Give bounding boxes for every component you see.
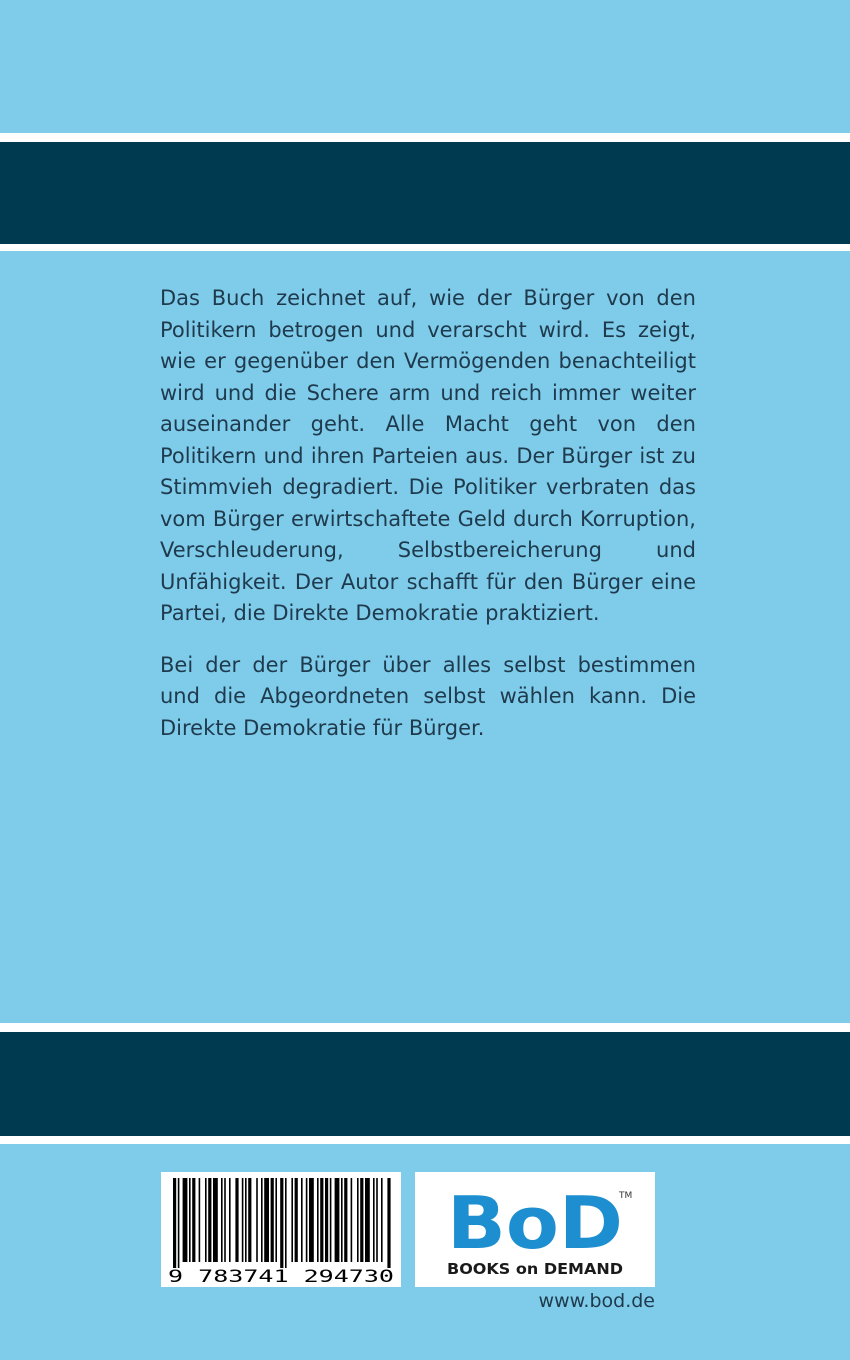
barcode-bar: [208, 1178, 211, 1262]
barcode-bar: [189, 1178, 191, 1262]
barcode-bar: [229, 1178, 231, 1262]
top-white-stripe: [0, 133, 850, 142]
barcode-bar: [183, 1178, 188, 1262]
barcode-bar: [335, 1178, 340, 1262]
barcode-bar: [306, 1178, 308, 1262]
blurb-paragraph-1: Das Buch zeichnet auf, wie der Bürger von den Politikern betrogen und verarscht wird. Es zeigt, wie er gegenüber den Vermögenden benachteiligt wird und die Schere arm und reich immer weiter auseinander geht. Alle Macht geht von den Politikern und ihren Parteien aus. Der Bürger ist zu Stimmvieh degradiert. Die Politiker verbraten das vom Bürger erwirtschaftete Geld durch Korruption, Verschleuderung, Selbstbereicherung und Unfähigkeit. Der Autor schafft für den Bürger eine Partei, die Direkte Demokratie praktiziert.: [160, 286, 696, 625]
barcode-bar: [317, 1178, 319, 1262]
barcode-bars: [161, 1172, 401, 1287]
barcode-bar: [271, 1178, 274, 1262]
bottom-white-stripe-lower: [0, 1136, 850, 1144]
barcode-bar: [344, 1178, 347, 1262]
barcode-bar: [213, 1178, 218, 1262]
barcode-bar: [330, 1178, 332, 1262]
top-dark-band: [0, 142, 850, 244]
barcode-bar: [365, 1178, 370, 1262]
barcode-bar: [285, 1178, 287, 1268]
bod-trademark: TM: [619, 1191, 633, 1201]
blurb-paragraph-2: Bei der der Bürger über alles selbst bestimmen und die Abgeordneten selbst wählen kann. Die Direkte Demokratie für Bürger.: [160, 652, 696, 740]
barcode-bar: [376, 1178, 378, 1262]
barcode-digits: 9 783741 294730: [168, 1267, 394, 1287]
bod-logo-text: BoD: [447, 1181, 623, 1265]
barcode-bar: [245, 1178, 247, 1262]
barcode-bar: [387, 1178, 390, 1268]
bottom-white-stripe: [0, 1023, 850, 1032]
barcode-bar: [192, 1178, 195, 1262]
barcode-bar: [264, 1178, 269, 1262]
barcode-bar: [242, 1178, 244, 1262]
barcode-bar: [357, 1178, 359, 1262]
barcode-bar: [256, 1178, 258, 1262]
barcode-bar: [373, 1178, 375, 1262]
barcode-bar: [173, 1178, 176, 1268]
top-white-stripe-lower: [0, 244, 850, 251]
barcode-bar: [341, 1178, 343, 1262]
barcode-bar: [221, 1178, 223, 1262]
barcode-bar: [295, 1178, 298, 1262]
barcode-bar: [381, 1178, 383, 1262]
barcode-bar: [224, 1178, 226, 1262]
barcode-bar: [301, 1178, 303, 1262]
barcode-bar: [309, 1178, 314, 1262]
bod-logo-subtitle: BOOKS on DEMAND: [447, 1260, 623, 1278]
barcode-bar: [275, 1178, 277, 1262]
bottom-dark-band: [0, 1032, 850, 1136]
barcode-bar: [235, 1178, 238, 1262]
barcode-bar: [325, 1178, 328, 1262]
barcode-bar: [248, 1178, 251, 1262]
isbn-barcode: [161, 1172, 401, 1287]
barcode-bar: [291, 1178, 293, 1262]
barcode-bar: [205, 1178, 207, 1262]
publisher-url[interactable]: www.bod.de: [538, 1290, 655, 1312]
barcode-bar: [199, 1178, 201, 1262]
barcode-bar: [351, 1178, 353, 1262]
barcode-bar: [261, 1178, 263, 1262]
barcode-bar: [360, 1178, 363, 1262]
bod-logo: [415, 1172, 655, 1287]
barcode-bar: [178, 1178, 180, 1268]
back-cover-blurb: [160, 283, 696, 744]
barcode-bar: [280, 1178, 283, 1268]
barcode-bar: [320, 1178, 323, 1262]
